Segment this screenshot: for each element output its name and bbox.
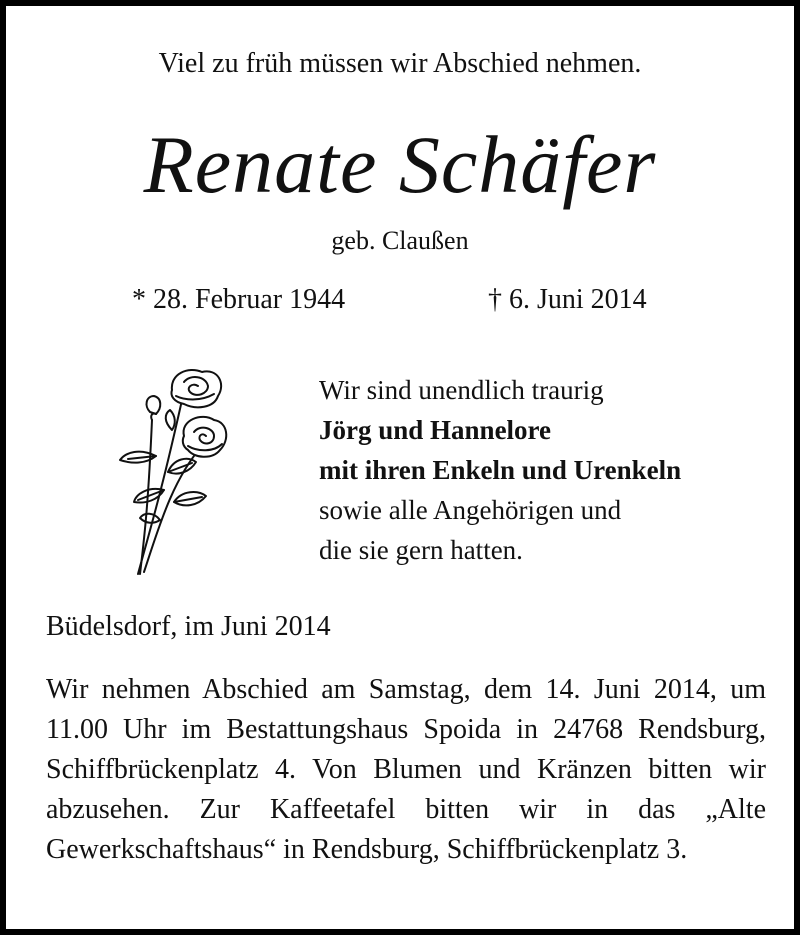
intro-text: Viel zu früh müssen wir Abschied nehmen. [158, 48, 642, 79]
mourners-line: Wir sind unendlich traurig [319, 375, 604, 405]
maiden-name: geb. Claußen [331, 226, 469, 255]
mourners-line: die sie gern hatten. [319, 535, 523, 565]
mourners-line: mit ihren Enkeln und Urenkeln [319, 455, 682, 485]
mourners-line: Jörg und Hannelore [319, 415, 552, 445]
place-date: Büdelsdorf, im Juni 2014 [46, 611, 331, 642]
mourners-block [319, 370, 681, 570]
deceased-name: Renate Schäfer [143, 119, 657, 210]
birth-date: * 28. Februar 1944 [132, 284, 346, 315]
death-date: † 6. Juni 2014 [488, 284, 647, 315]
funeral-notice: Wir nehmen Abschied am Samstag, dem 14. Juni 2014, um 11.00 Uhr im Bestattungshaus Spoida in 24768 Rendsburg, Schiffbrückenplatz 4. Von Blumen und Kränzen bitten wir abzusehen. Zur Kaffeetafel bitten wir in das „Alte Gewerkschaftshaus“ in Rendsburg, Schiffbrückenplatz 3. [46, 674, 766, 865]
mourners-line: sowie alle Angehörigen und [319, 495, 622, 525]
rose-icon [110, 360, 240, 580]
